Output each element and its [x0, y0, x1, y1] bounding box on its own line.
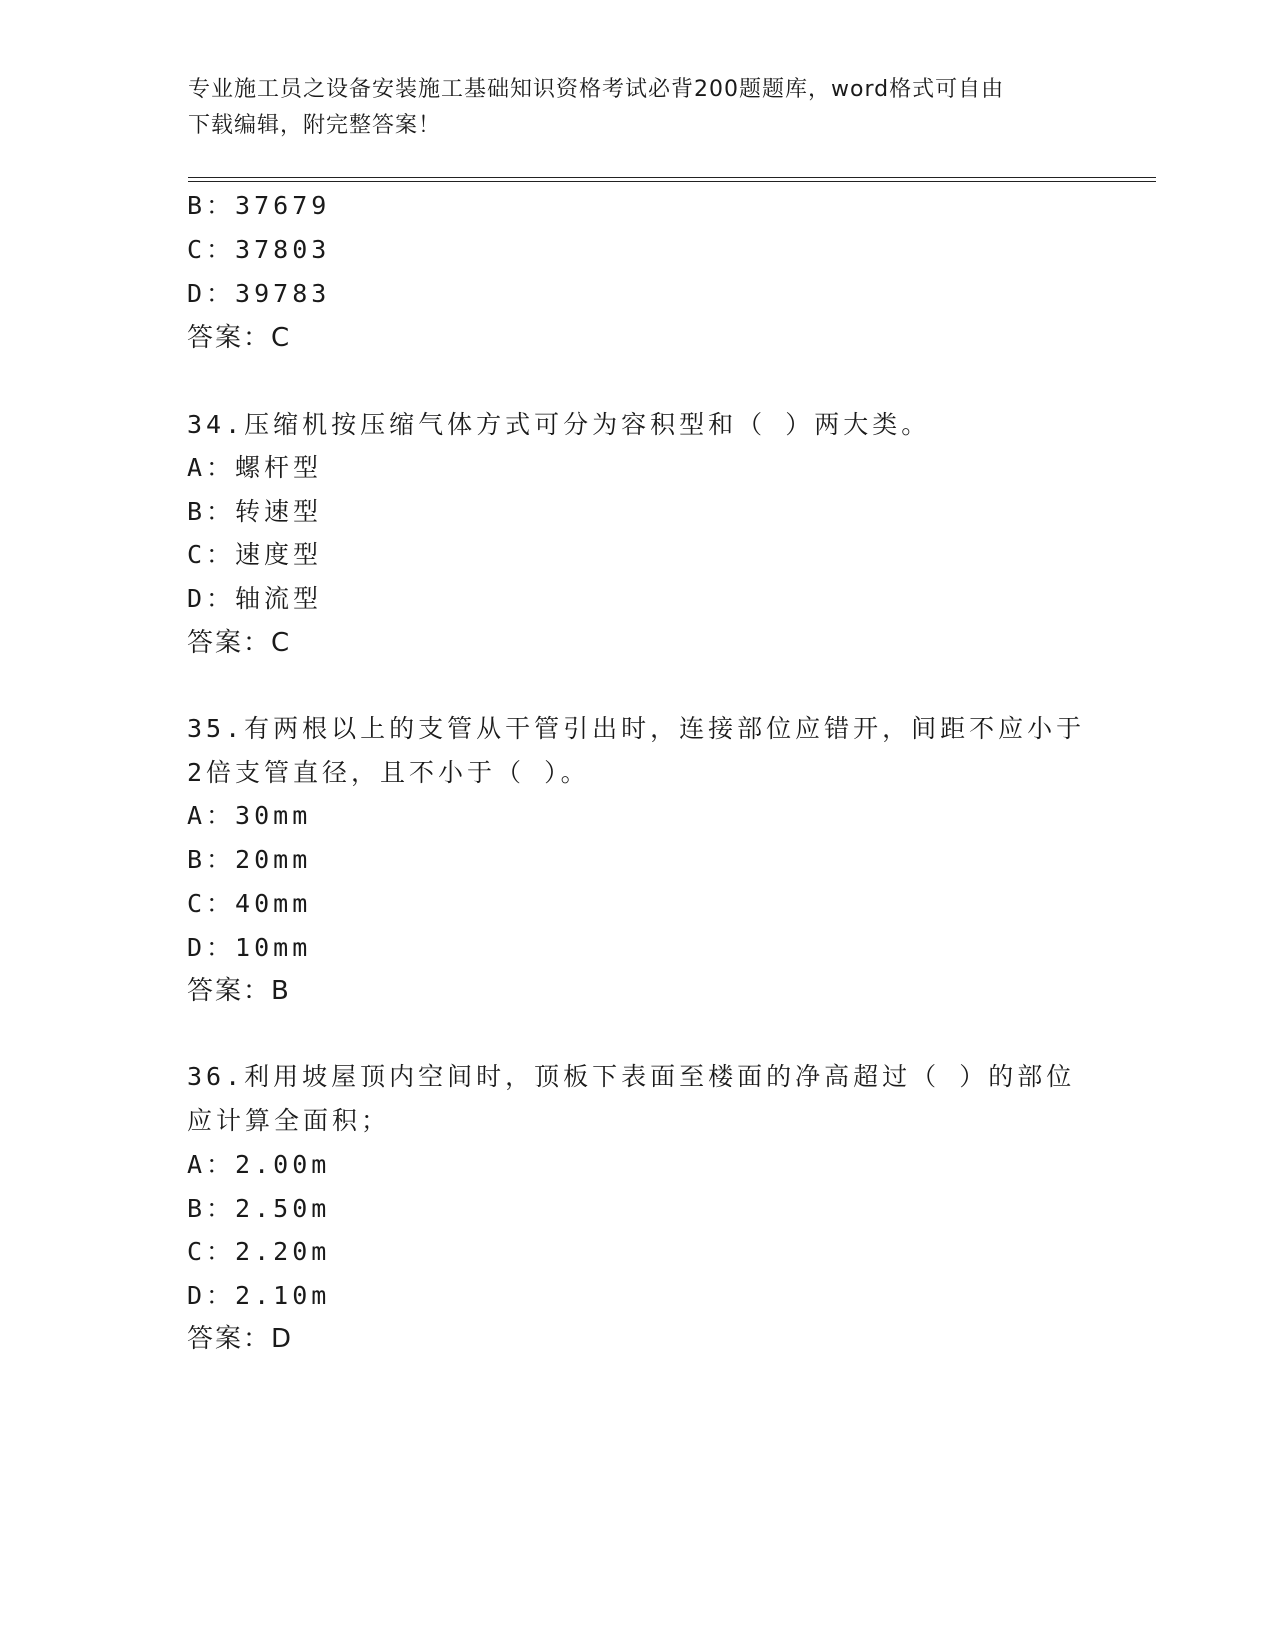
option-b: B：转速型 [187, 497, 323, 526]
answer-line: 答案：C [187, 323, 292, 353]
option-c: C：速度型 [187, 540, 323, 569]
header-double-rule [188, 177, 1156, 182]
option-b: B：2.50m [187, 1194, 331, 1223]
question-stem-cont: 应计算全面积； [187, 1106, 391, 1135]
header-line-1: 专业施工员之设备安装施工基础知识资格考试必背200题题库，word格式可自由 [188, 77, 1005, 102]
option-d: D：10mm [187, 933, 312, 962]
question-stem-cont: 2倍支管直径，且不小于（ ）。 [187, 758, 590, 787]
header-line-2: 下载编辑，附完整答案！ [188, 113, 442, 138]
option-d: D：2.10m [187, 1281, 331, 1310]
option-a: A：30mm [187, 801, 312, 830]
option-d: D：39783 [187, 279, 331, 308]
question-stem: 36.利用坡屋顶内空间时，顶板下表面至楼面的净高超过（ ）的部位 [187, 1062, 1076, 1091]
option-b: B：37679 [187, 191, 331, 220]
option-a: A：2.00m [187, 1150, 331, 1179]
answer-line: 答案：B [187, 976, 291, 1006]
answer-line: 答案：C [187, 628, 292, 658]
question-stem: 35.有两根以上的支管从干管引出时，连接部位应错开，间距不应小于 [187, 714, 1086, 743]
option-a: A：螺杆型 [187, 453, 323, 482]
option-c: C：2.20m [187, 1237, 331, 1266]
option-b: B：20mm [187, 845, 312, 874]
question-stem: 34.压缩机按压缩气体方式可分为容积型和（ ）两大类。 [187, 410, 931, 439]
option-c: C：37803 [187, 235, 331, 264]
answer-line: 答案：D [187, 1324, 294, 1354]
document-header [188, 72, 1088, 144]
option-c: C：40mm [187, 889, 312, 918]
option-d: D：轴流型 [187, 584, 323, 613]
